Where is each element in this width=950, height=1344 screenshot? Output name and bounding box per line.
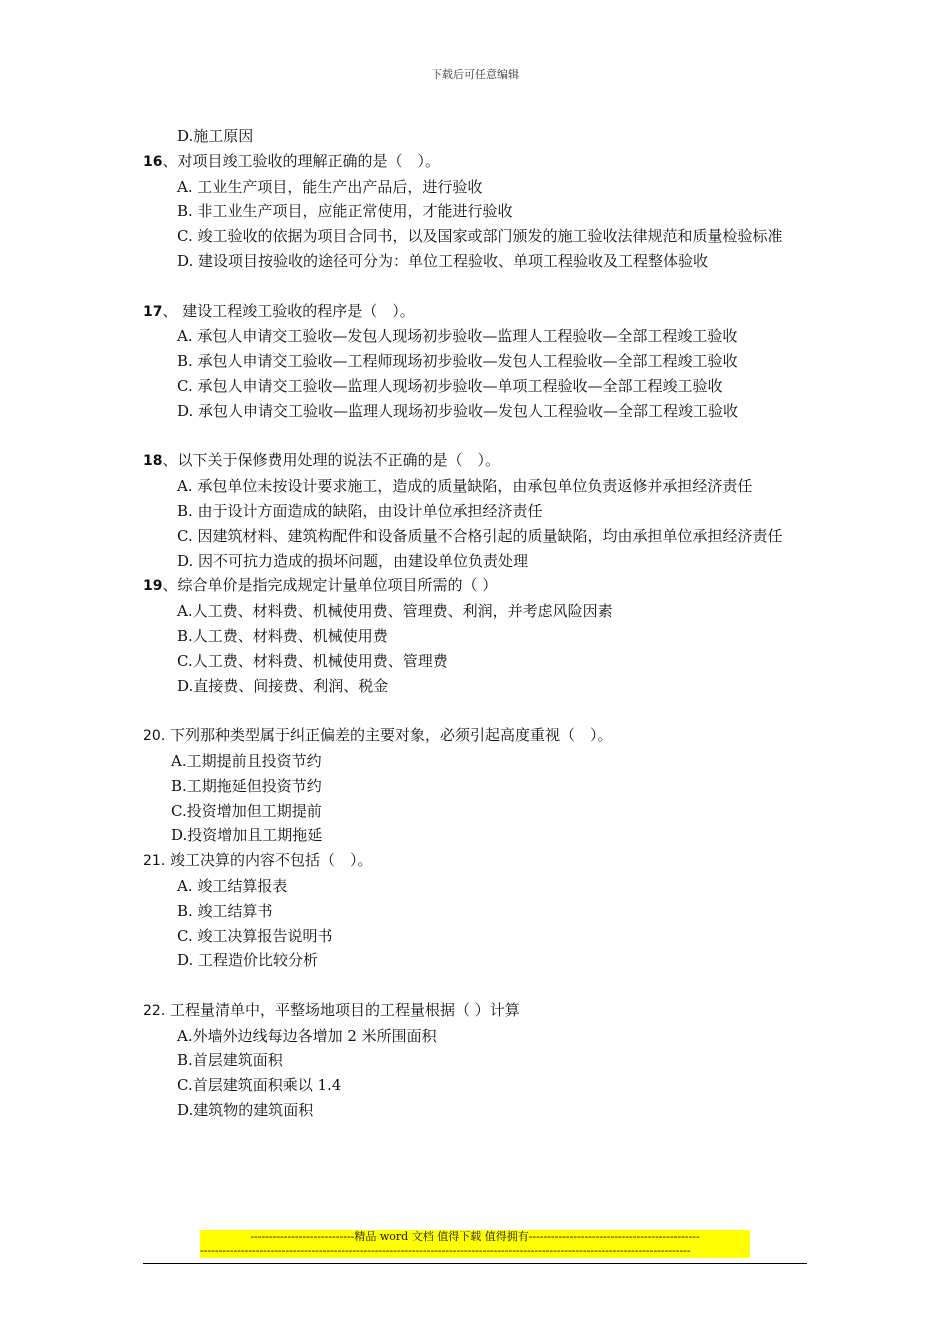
- page-header: 下载后可任意编辑: [431, 68, 519, 81]
- question-19-option-b: B.人工费、材料费、机械使用费: [177, 626, 388, 645]
- question-20-text: 下列那种类型属于纠正偏差的主要对象，必须引起高度重视（ ）。: [165, 726, 613, 745]
- question-21-option-d: D. 工程造价比较分析: [177, 951, 319, 970]
- question-20-number: 20.: [143, 728, 166, 745]
- question-22-number: 22.: [143, 1002, 166, 1019]
- document-body: [143, 124, 823, 1123]
- question-19-text: 、综合单价是指完成规定计量单位项目所需的（ ）: [162, 576, 498, 595]
- question-21-text: 竣工决算的内容不包括（ ）。: [165, 851, 373, 870]
- question-22-option-c: C.首层建筑面积乘以 1.4: [177, 1076, 342, 1095]
- question-22: [143, 998, 823, 1123]
- question-21-option-c: C. 竣工决算报告说明书: [177, 926, 333, 945]
- question-18-option-c: C. 因建筑材料、建筑构配件和设备质量不合格引起的质量缺陷，均由承担单位承担经济责任: [177, 526, 783, 545]
- question-19-option-a: A.人工费、材料费、机械使用费、管理费、利润，并考虑风险因素: [177, 602, 613, 621]
- question-19-option-c: C.人工费、材料费、机械使用费、管理费: [177, 651, 448, 670]
- question-17-option-a: A. 承包人申请交工验收—发包人现场初步验收—监理人工程验收—全部工程竣工验收: [177, 327, 738, 346]
- question-21: [143, 848, 823, 973]
- footer-divider: [143, 1263, 807, 1264]
- question-18-option-b: B. 由于设计方面造成的缺陷，由设计单位承担经济责任: [177, 501, 543, 520]
- question-22-text: 工程量清单中，平整场地项目的工程量根据（ ）计算: [165, 1000, 520, 1019]
- question-20-option-a: A.工期提前且投资节约: [171, 751, 322, 770]
- q15-option-d: D.施工原因: [177, 127, 254, 145]
- question-17-text: 、 建设工程竣工验收的程序是（ ）。: [162, 301, 415, 320]
- question-20-option-c: C.投资增加但工期提前: [171, 801, 322, 820]
- question-16-option-a: A. 工业生产项目，能生产出产品后，进行验收: [177, 177, 483, 196]
- question-22-stem: [143, 998, 823, 1024]
- question-17-stem: [143, 299, 823, 325]
- question-16-option-b: B. 非工业生产项目，应能正常使用，才能进行验收: [177, 202, 513, 221]
- question-19-stem: [143, 573, 823, 599]
- question-19: [143, 573, 823, 698]
- question-20-stem: [143, 723, 823, 749]
- question-21-stem: [143, 848, 823, 874]
- question-18: [143, 448, 823, 573]
- question-16-text: 、对项目竣工验收的理解正确的是（ ）。: [162, 151, 440, 170]
- question-18-number: 18: [143, 453, 163, 470]
- spacer: [143, 424, 823, 449]
- question-16-number: 16: [143, 153, 163, 170]
- question-18-text: 、以下关于保修费用处理的说法不正确的是（ ）。: [162, 451, 500, 470]
- question-17-option-b: B. 承包人申请交工验收—工程师现场初步验收—发包人工程验收—全部工程竣工验收: [177, 352, 738, 371]
- footer-line-1: ----------------------------精品 word 文档 值得下载 值得拥有----------------------------------------------: [200, 1230, 750, 1244]
- question-22-option-b: B.首层建筑面积: [177, 1051, 283, 1070]
- question-22-option-a: A.外墙外边线每边各增加 2 米所围面积: [177, 1026, 437, 1045]
- spacer: [143, 698, 823, 723]
- question-17-option-c: C. 承包人申请交工验收—监理人现场初步验收—单项工程验收—全部工程竣工验收: [177, 376, 723, 395]
- question-19-number: 19: [143, 578, 163, 595]
- question-16-stem: [143, 149, 823, 175]
- question-16-option-c: C. 竣工验收的依据为项目合同书，以及国家或部门颁发的施工验收法律规范和质量检验标准: [177, 227, 783, 246]
- question-17-number: 17: [143, 303, 163, 320]
- question-19-option-d: D.直接费、间接费、利润、税金: [177, 676, 389, 695]
- spacer: [143, 973, 823, 998]
- question-16: [143, 149, 823, 274]
- question-18-option-d: D. 因不可抗力造成的损坏问题，由建设单位负责处理: [177, 551, 529, 570]
- question-21-number: 21.: [143, 853, 166, 870]
- question-17-option-d: D. 承包人申请交工验收—监理人现场初步验收—发包人工程验收—全部工程竣工验收: [177, 401, 739, 420]
- question-20-option-d: D.投资增加且工期拖延: [171, 826, 323, 845]
- question-20: [143, 723, 823, 848]
- question-21-option-a: A. 竣工结算报表: [177, 876, 288, 895]
- question-20-option-b: B.工期拖延但投资节约: [171, 776, 322, 795]
- question-21-option-b: B. 竣工结算书: [177, 901, 273, 920]
- page-footer-banner: [200, 1230, 750, 1258]
- spacer: [143, 274, 823, 299]
- footer-line-2: ------------------------------------------------------------------------------------------------------------------------------------: [200, 1244, 750, 1258]
- question-18-option-a: A. 承包单位未按设计要求施工，造成的质量缺陷，由承包单位负责返修并承担经济责任: [177, 477, 753, 496]
- question-17: [143, 299, 823, 424]
- question-18-stem: [143, 448, 823, 474]
- question-16-option-d: D. 建设项目按验收的途径可分为：单位工程验收、单项工程验收及工程整体验收: [177, 251, 709, 270]
- question-22-option-d: D.建筑物的建筑面积: [177, 1101, 314, 1120]
